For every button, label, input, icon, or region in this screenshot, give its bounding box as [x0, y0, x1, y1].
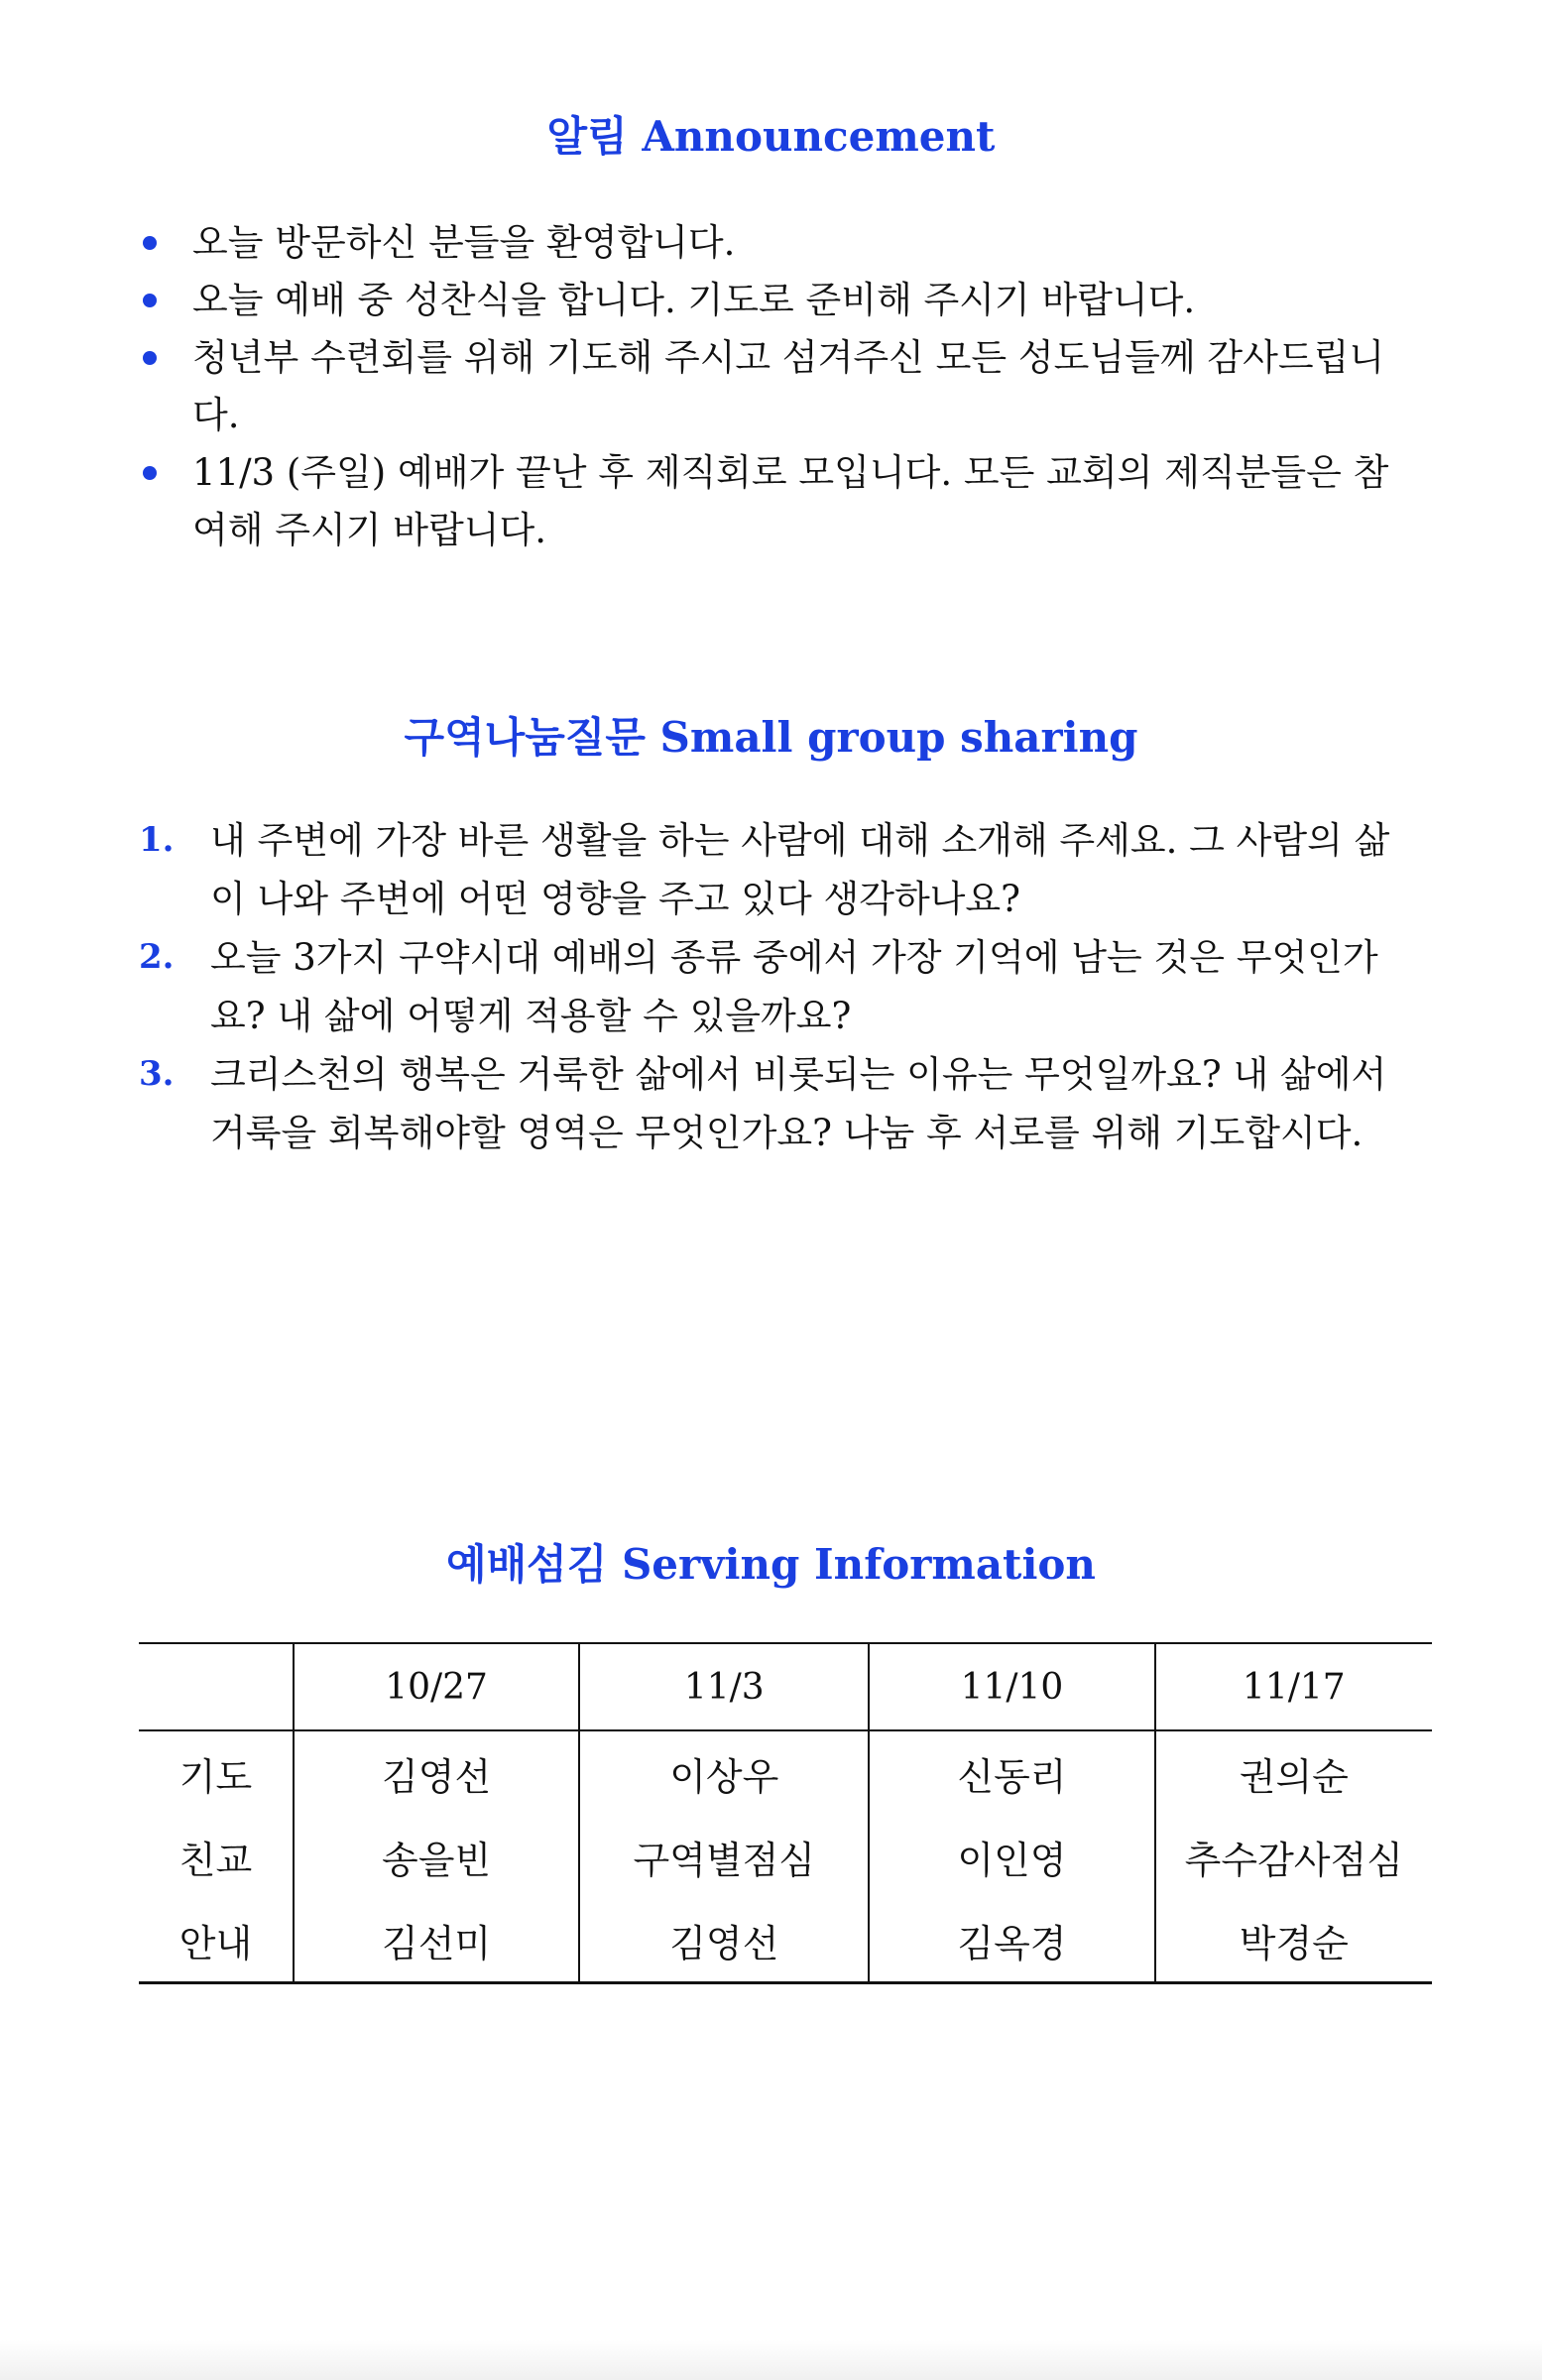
- question-text: 내 주변에 가장 바른 생활을 하는 사람에 대해 소개해 주세요. 그 사람의 삶이 나와 주변에 어떤 영향을 주고 있다 생각하나요?: [210, 819, 1390, 920]
- sharing-question: [139, 928, 1408, 1045]
- sharing-question-list: [139, 811, 1408, 1162]
- sharing-question: [139, 811, 1408, 928]
- date-header: 11/3: [579, 1643, 869, 1730]
- sharing-title: 구역나눔질문 Small group sharing: [404, 713, 1138, 762]
- announcement-title: 알림 Announcement: [546, 112, 996, 161]
- bullet-dot-icon: [143, 294, 157, 307]
- serving-title: 예배섬김 Serving Information: [446, 1540, 1096, 1589]
- header-empty-cell: [139, 1643, 294, 1730]
- name-cell: 김영선: [294, 1730, 579, 1815]
- question-text: 크리스천의 행복은 거룩한 삶에서 비롯되는 이유는 무엇일까요? 내 삶에서 거룩을 회복해야할 영역은 무엇인가요? 나눔 후 서로를 위해 기도합시다.: [210, 1053, 1387, 1154]
- role-cell: 안내: [178, 1921, 253, 1965]
- announcement-list: [139, 214, 1408, 559]
- role-cell: 친교: [178, 1838, 253, 1882]
- serving-table: [139, 1642, 1432, 1984]
- name-cell: 구역별점심: [579, 1815, 869, 1898]
- name-cell: 추수감사점심: [1155, 1815, 1432, 1898]
- bullet-dot-icon: [143, 466, 157, 480]
- table-row: [139, 1898, 1432, 1983]
- date-header: 11/10: [869, 1643, 1154, 1730]
- date-header: 11/17: [1155, 1643, 1432, 1730]
- name-cell: 신동리: [869, 1730, 1154, 1815]
- question-number: 3.: [139, 1054, 175, 1094]
- question-number: 2.: [139, 937, 175, 977]
- date-header: 10/27: [294, 1643, 579, 1730]
- name-cell: 김옥경: [869, 1898, 1154, 1983]
- sharing-question: [139, 1045, 1408, 1162]
- role-cell: 기도: [178, 1754, 253, 1799]
- bullet-dot-icon: [143, 351, 157, 365]
- name-cell: 권의순: [1155, 1730, 1432, 1815]
- name-cell: 김영선: [579, 1898, 869, 1983]
- bullet-dot-icon: [143, 236, 157, 250]
- serving-header-row: [139, 1643, 1432, 1730]
- name-cell: 송을빈: [294, 1815, 579, 1898]
- table-row: [139, 1730, 1432, 1815]
- table-row: [139, 1815, 1432, 1898]
- page-bottom-shadow: [0, 2340, 1542, 2380]
- announcement-item: 오늘 방문하신 분들을 환영합니다.: [139, 214, 1408, 272]
- name-cell: 박경순: [1155, 1898, 1432, 1983]
- announcement-item: 오늘 예배 중 성찬식을 합니다. 기도로 준비해 주시기 바랍니다.: [139, 272, 1408, 329]
- name-cell: 이상우: [579, 1730, 869, 1815]
- name-cell: 김선미: [294, 1898, 579, 1983]
- question-text: 오늘 3가지 구약시대 예배의 종류 중에서 가장 기억에 남는 것은 무엇인가요? 내 삶에 어떻게 적용할 수 있을까요?: [210, 936, 1378, 1037]
- question-number: 1.: [139, 820, 175, 860]
- name-cell: 이인영: [869, 1815, 1154, 1898]
- announcement-item: 청년부 수련회를 위해 기도해 주시고 섬겨주신 모든 성도님들께 감사드립니다.: [139, 329, 1408, 444]
- announcement-item: 11/3 (주일) 예배가 끝난 후 제직회로 모입니다. 모든 교회의 제직분들은 참여해 주시기 바랍니다.: [139, 444, 1408, 559]
